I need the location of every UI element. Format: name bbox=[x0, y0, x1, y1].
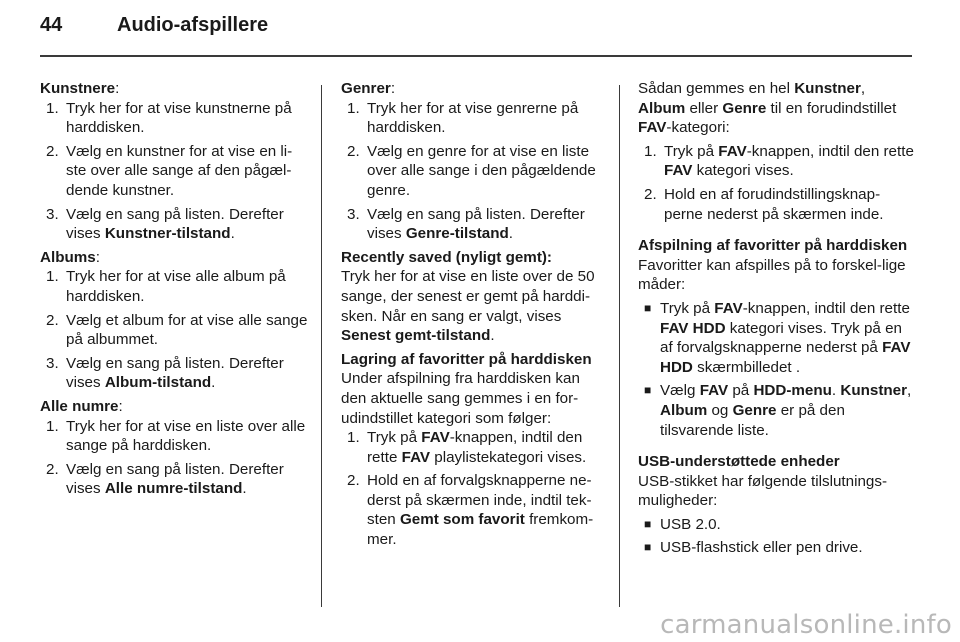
list-item: 1. Tryk her for at vise alle album på harddisken. bbox=[46, 268, 286, 305]
list-item: ■ Tryk på FAV-knappen, indtil den rette FAV HDD kategori vises. Tryk på en af forvalgsknapperne nederst på FAV HDD skærmbilledet . bbox=[644, 299, 911, 376]
alle-numre-heading: Alle numre: bbox=[40, 397, 123, 415]
alle-numre-steps bbox=[40, 417, 310, 499]
list-item: 1. Tryk her for at vise genrerne på harddisken. bbox=[347, 99, 579, 137]
list-item: 3. Vælg en sang på listen. Derefter vises Album-tilstand. bbox=[46, 354, 284, 392]
albums-steps bbox=[40, 267, 310, 393]
genrer-steps bbox=[341, 99, 607, 244]
intro-text: Sådan gemmes en hel Kunstner, Album eller Genre til en forudindstillet FAV-kategori: bbox=[638, 80, 897, 137]
lagring-text: Under afspilning fra harddisken kan den aktuelle sang gemmes i en for-udindstillet kategori som følger: bbox=[341, 370, 580, 427]
watermark: carmanualsonline.info bbox=[660, 610, 952, 640]
recently-saved-text: Tryk her for at vise en liste over de 50 sange, der senest er gemt på harddi-sken. Når en sang er valgt, vises Senest gemt-tilstand. bbox=[341, 268, 595, 345]
kunstnere-steps bbox=[40, 99, 310, 244]
column-divider bbox=[619, 85, 620, 607]
list-item: 3. Vælg en sang på listen. Derefter vises Genre-tilstand. bbox=[347, 205, 585, 243]
intro-steps bbox=[638, 142, 914, 224]
afspilning-text: Favoritter kan afspilles på to forskel-lige måder: bbox=[638, 256, 906, 294]
afspilning-heading: Afspilning af favoritter på harddisken bbox=[638, 237, 908, 255]
usb-bullets bbox=[638, 515, 914, 558]
list-item: 1. Tryk her for at vise en liste over alle sange på harddisken. bbox=[46, 417, 306, 455]
genrer-heading: Genrer: bbox=[341, 80, 396, 97]
recently-saved-heading: Recently saved (nyligt gemt): bbox=[341, 248, 552, 266]
column-divider bbox=[321, 85, 322, 607]
list-item: 2. Vælg en genre for at vise en liste over alle sange i den pågældende genre. bbox=[347, 142, 596, 199]
page-title: Audio-afspillere bbox=[117, 14, 269, 36]
list-item: 1. Tryk på FAV-knappen, indtil den rette FAV playlistekategori vises. bbox=[347, 429, 587, 466]
list-item: 2. Hold en af forudindstillingsknap-perne nederst på skærmen inde. bbox=[644, 185, 884, 223]
list-item: ■ USB 2.0. bbox=[644, 515, 721, 533]
afspilning-bullets bbox=[638, 299, 914, 440]
column-3 bbox=[638, 79, 914, 562]
list-item: 1. Tryk her for at vise kunstnerne på harddisken. bbox=[46, 99, 292, 137]
usb-heading: USB-understøttede enheder bbox=[638, 453, 840, 471]
list-item: 2. Vælg en kunstner for at vise en li-ste over alle sange af den pågæl-dende kunstner. bbox=[46, 142, 293, 199]
list-item: 2. Vælg et album for at vise alle sange på albummet. bbox=[46, 311, 308, 349]
header-rule bbox=[40, 55, 912, 57]
lagring-steps bbox=[341, 428, 607, 550]
column-2 bbox=[341, 79, 607, 554]
albums-heading: Albums: bbox=[40, 248, 100, 266]
list-item: ■ Vælg FAV på HDD-menu. Kunstner, Album og Genre er på den tilsvarende liste. bbox=[644, 382, 912, 439]
usb-text: USB-stikket har følgende tilslutnings-muligheder: bbox=[638, 472, 888, 510]
list-item: ■ USB-flashstick eller pen drive. bbox=[644, 539, 863, 557]
lagring-heading: Lagring af favoritter på harddisken bbox=[341, 350, 592, 368]
list-item: 1. Tryk på FAV-knappen, indtil den rette FAV kategori vises. bbox=[644, 142, 914, 180]
column-1 bbox=[40, 79, 310, 503]
page-number: 44 bbox=[40, 14, 63, 36]
list-item: 2. Hold en af forvalgsknapperne ne-derst på skærmen inde, indtil tek-sten Gemt som favorit fremkom-mer. bbox=[347, 472, 594, 549]
kunstnere-heading: Kunstnere: bbox=[40, 80, 120, 97]
list-item: 2. Vælg en sang på listen. Derefter vises Alle numre-tilstand. bbox=[46, 460, 284, 498]
list-item: 3. Vælg en sang på listen. Derefter vises Kunstner-tilstand. bbox=[46, 205, 284, 243]
